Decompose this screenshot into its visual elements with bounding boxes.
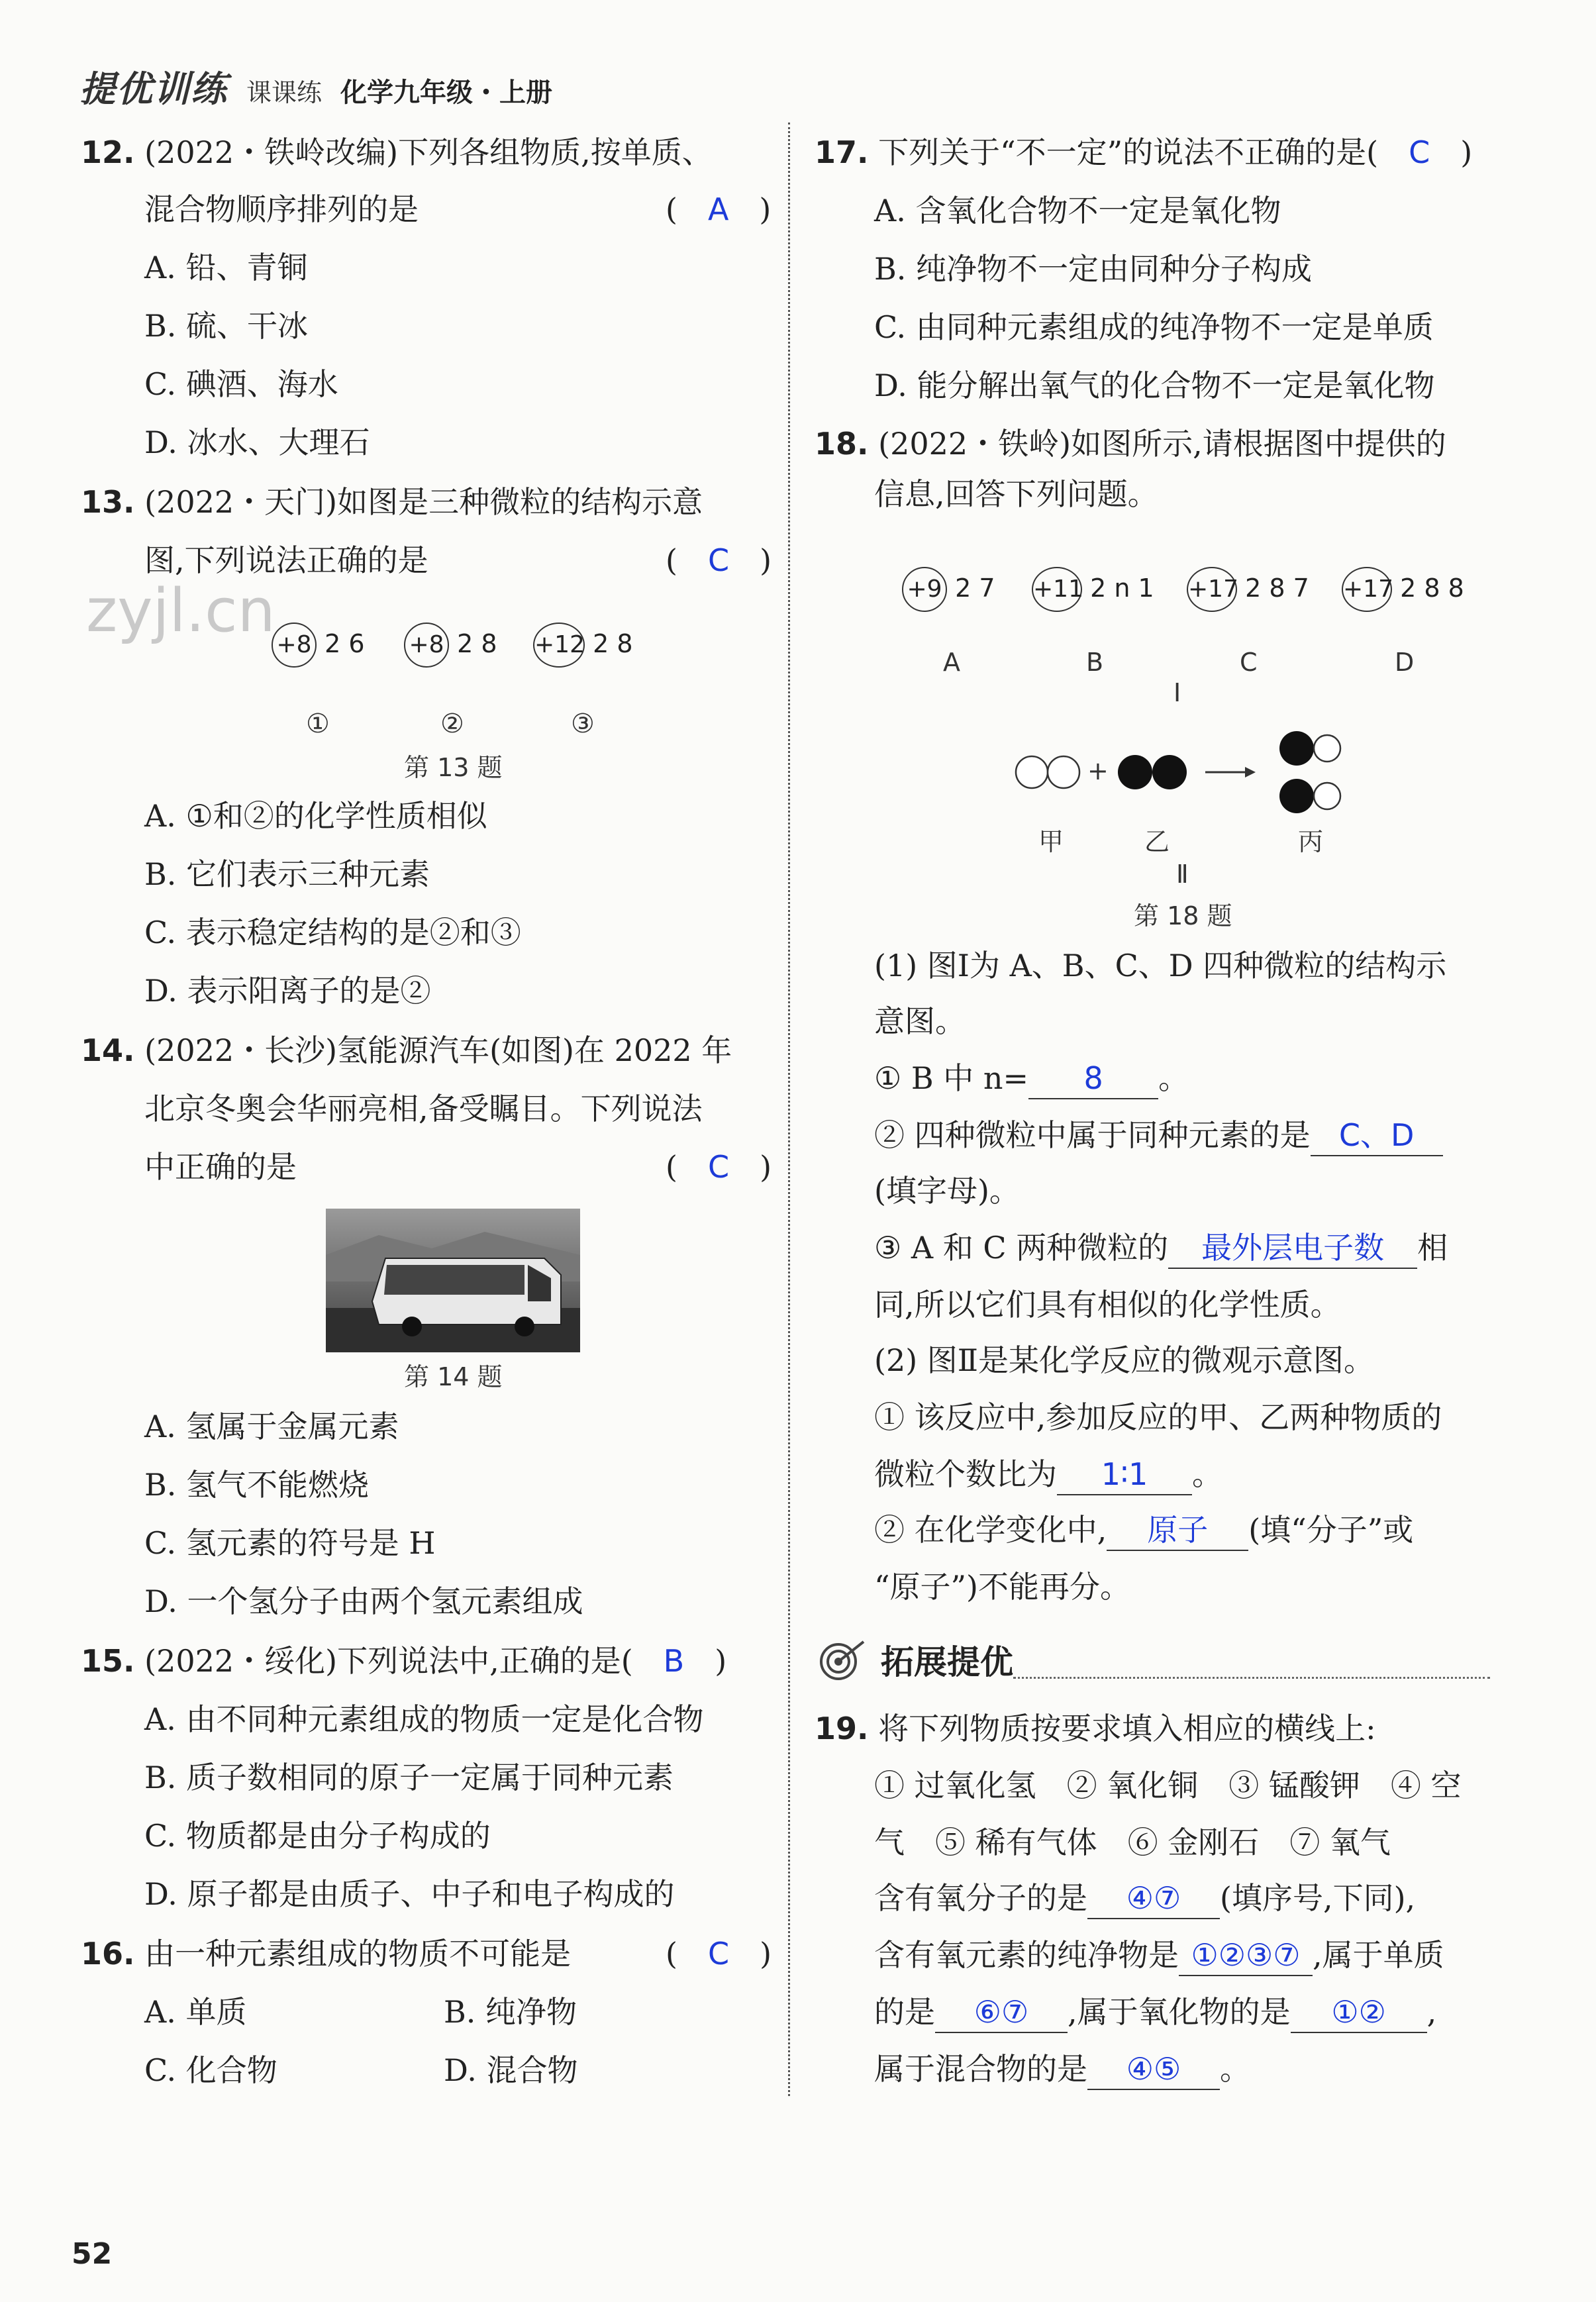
q13-option-c: C. 表示稳定结构的是②和③: [144, 915, 521, 950]
page-number: 52: [72, 2237, 113, 2271]
q15-option-b: B. 质子数相同的原子一定属于同种元素: [144, 1760, 674, 1795]
q18-sub2-text: ② 四种微粒中属于同种元素的是: [874, 1117, 1311, 1153]
q18-answer-ratio: 1∶1: [1057, 1454, 1192, 1495]
q19-answer-pure-with-oxygen: ①②③⑦: [1179, 1935, 1313, 1976]
q12-number: 12.: [81, 134, 135, 170]
watermark: zyjl.cn: [86, 576, 275, 646]
q18-sub1: [874, 1058, 1189, 1099]
q18-caption: 第 18 题: [1134, 901, 1232, 930]
q18-atom-a: [902, 567, 995, 612]
q14-line3: 中正确的是: [144, 1149, 297, 1185]
q18-sub5-text: ② 在化学变化中,: [874, 1512, 1107, 1548]
section-title: 拓展提优: [881, 1643, 1013, 1681]
q13-line1: [81, 482, 703, 522]
q17-number: 17.: [815, 134, 869, 170]
q19-blank-d-line: [874, 2049, 1250, 2090]
q19-answer-element-substance: ⑥⑦: [935, 1992, 1068, 2033]
q13-atom-2: [404, 623, 497, 668]
q18-mol-label-jia: 甲: [1038, 827, 1064, 856]
q13-atom-1: [272, 623, 365, 668]
q12-answer: A: [707, 191, 729, 227]
q14-line1: [81, 1030, 732, 1070]
q18-answer-atom: 原子: [1107, 1510, 1248, 1551]
column-divider: [788, 123, 790, 2096]
q12-option-a: A. 铅、青铜: [144, 250, 308, 285]
q18-text1: (2022・铁岭)如图所示,请根据图中提供的: [878, 426, 1446, 462]
q12-answer-paren: ( A ): [666, 191, 772, 227]
q14-line2: 北京冬奥会华丽亮相,备受瞩目。下列说法: [144, 1091, 703, 1126]
q19-b-end: ,属于单质: [1313, 1937, 1444, 1973]
q17-option-a: A. 含氧化合物不一定是氧化物: [874, 193, 1281, 228]
q18-sub1-end: 。: [1158, 1060, 1189, 1096]
q19-line1: [815, 1709, 1376, 1748]
q19-d-text: 属于混合物的是: [874, 2051, 1087, 2087]
q19-answer-mixture: ④⑤: [1087, 2049, 1220, 2090]
q12-option-c: C. 碘酒、海水: [144, 366, 338, 402]
q12-text1: (2022・铁岭改编)下列各组物质,按单质、: [144, 134, 713, 170]
electron-shells: 2 n 1: [1090, 574, 1154, 603]
electron-shells: 2 8 8: [1400, 574, 1464, 603]
nucleus: +11: [1032, 567, 1082, 612]
q18-sub3-end: 相: [1417, 1230, 1448, 1266]
q18-sub5: [874, 1510, 1413, 1551]
section-header: [815, 1636, 1013, 1683]
nucleus: +12: [533, 623, 585, 668]
nucleus: +9: [902, 567, 947, 612]
q18-atom-label-b: B: [1086, 648, 1104, 677]
q18-sub1-text: ① B 中 n=: [874, 1060, 1029, 1096]
q18-atom-c: [1187, 567, 1309, 612]
q18-plus-sign: +: [1087, 756, 1109, 785]
q19-line2: ① 过氧化氢 ② 氧化铜 ③ 锰酸钾 ④ 空: [874, 1768, 1462, 1803]
q18-answer-same-element: C、D: [1311, 1115, 1443, 1156]
q18-fig1-label: Ⅰ: [1173, 678, 1181, 707]
electron-shells: 2 6: [324, 629, 365, 658]
q14-option-c: C. 氢元素的符号是 H: [144, 1525, 436, 1561]
q18-line1: [815, 424, 1446, 464]
q18-number: 18.: [815, 426, 869, 462]
q18-sub2-end: (填字母)。: [874, 1173, 1020, 1209]
q19-blank-a-line: [874, 1878, 1415, 1919]
electron-shells: 2 8 7: [1245, 574, 1309, 603]
q18-line2: 信息,回答下列问题。: [874, 476, 1158, 512]
target-icon: [815, 1636, 869, 1683]
electron-shells: 2 8: [457, 629, 497, 658]
q18-reaction-diagram: [1013, 722, 1358, 828]
q15-option-c: C. 物质都是由分子构成的: [144, 1818, 491, 1854]
q13-number: 13.: [81, 484, 135, 520]
q19-c-text: 的是: [874, 1994, 935, 2030]
q18-sub4-line1: ① 该反应中,参加反应的甲、乙两种物质的: [874, 1399, 1442, 1435]
q12-option-d: D. 冰水、大理石: [144, 425, 370, 460]
q16-number: 16.: [81, 1936, 135, 1972]
q18-sub4: [874, 1454, 1222, 1495]
q18-sub3-line2: 同,所以它们具有相似的化学性质。: [874, 1287, 1341, 1323]
q19-a-end: (填序号,下同),: [1220, 1880, 1416, 1916]
q18-sub5-end: (填“分子”或: [1248, 1512, 1414, 1548]
q19-b-text: 含有氧元素的纯净物是: [874, 1937, 1179, 1973]
q13-answer-paren: ( C ): [666, 542, 772, 578]
q16-option-b: B. 纯净物: [444, 1994, 577, 2030]
hydrogen-bus-photo: [326, 1209, 580, 1352]
q14-option-a: A. 氢属于金属元素: [144, 1409, 399, 1444]
book-title: 化学九年级・上册: [340, 77, 553, 108]
q18-p1b: 意图。: [874, 1003, 966, 1039]
q16-answer-paren: ( C ): [666, 1936, 772, 1972]
q18-answer-n: 8: [1028, 1058, 1158, 1099]
q18-sub4-end: 。: [1192, 1456, 1222, 1492]
q19-text1: 将下列物质按要求填入相应的横线上:: [878, 1711, 1376, 1746]
nucleus: +17: [1342, 567, 1392, 612]
q19-number: 19.: [815, 1711, 869, 1746]
q13-text1: (2022・天门)如图是三种微粒的结构示意: [144, 484, 703, 520]
q18-sub3: [874, 1228, 1448, 1269]
q16-option-c: C. 化合物: [144, 2052, 277, 2088]
q18-atom-label-c: C: [1240, 648, 1258, 677]
q12-option-b: B. 硫、干冰: [144, 308, 309, 344]
q13-option-d: D. 表示阳离子的是②: [144, 973, 431, 1009]
q15-number: 15.: [81, 1643, 135, 1679]
q19-blank-b-line: [874, 1935, 1444, 1976]
q18-atom-d: [1342, 567, 1464, 612]
q15-option-a: A. 由不同种元素组成的物质一定是化合物: [144, 1701, 704, 1737]
q14-answer: C: [707, 1149, 730, 1185]
nucleus: +8: [404, 623, 449, 668]
q19-c-mid: ,属于氧化物的是: [1068, 1994, 1291, 2030]
q17-line1: 17. 下列关于“不一定”的说法不正确的是( C ): [815, 134, 1473, 170]
page-header: [79, 61, 552, 114]
q14-text1: (2022・长沙)氢能源汽车(如图)在 2022 年: [144, 1032, 732, 1068]
q16-option-d: D. 混合物: [444, 2052, 578, 2088]
q18-atom-label-d: D: [1395, 648, 1415, 677]
brand-logo: 提优训练: [79, 68, 228, 110]
q16-text1: 由一种元素组成的物质不可能是: [144, 1936, 572, 1972]
mol-yi-atom: [1152, 755, 1187, 789]
q12-line2: 混合物顺序排列的是: [144, 191, 419, 227]
q19-a-text: 含有氧分子的是: [874, 1880, 1087, 1916]
q18-mol-label-bing: 丙: [1298, 827, 1324, 856]
q18-sub3-text: ③ A 和 C 两种微粒的: [874, 1230, 1169, 1266]
q16-option-a: A. 单质: [144, 1994, 247, 2030]
q18-atom-b: [1032, 567, 1154, 612]
q13-option-a: A. ①和②的化学性质相似: [144, 798, 487, 834]
q18-sub5-line2: “原子”)不能再分。: [874, 1569, 1130, 1605]
nucleus: +8: [272, 623, 317, 668]
q13-option-b: B. 它们表示三种元素: [144, 856, 430, 892]
q13-atom-label-1: ①: [306, 709, 330, 739]
q19-c-end: ,: [1426, 1994, 1437, 2030]
q19-d-end: 。: [1220, 2051, 1250, 2087]
q18-p2: (2) 图Ⅱ是某化学反应的微观示意图。: [874, 1342, 1375, 1378]
q15-line1: 15. (2022・绥化)下列说法中,正确的是( B ): [81, 1643, 727, 1679]
q19-answer-oxide: ①②: [1291, 1992, 1427, 2033]
q13-atom-label-2: ②: [440, 709, 464, 739]
q18-sub2: [874, 1115, 1443, 1156]
q15-answer: B: [663, 1643, 685, 1679]
q13-answer: C: [707, 542, 730, 578]
mol-jia-atom: [1048, 756, 1079, 788]
q14-caption: 第 14 题: [404, 1362, 503, 1391]
q18-sub4-text: 微粒个数比为: [874, 1456, 1057, 1492]
q14-number: 14.: [81, 1032, 135, 1068]
q17-option-b: B. 纯净物不一定由同种分子构成: [874, 251, 1313, 287]
q12-line1: [81, 132, 713, 172]
q14-answer-paren: ( C ): [666, 1149, 772, 1185]
q17-answer: C: [1409, 134, 1430, 170]
electron-shells: 2 7: [955, 574, 995, 603]
mol-yi-atom: [1118, 755, 1152, 789]
header-sub: 课课练: [246, 78, 323, 107]
q18-fig2-label: Ⅱ: [1176, 860, 1189, 889]
section-dotted-rule: [1013, 1677, 1490, 1679]
q19-line3: 气 ⑤ 稀有气体 ⑥ 金刚石 ⑦ 氧气: [874, 1825, 1391, 1860]
q16-answer: C: [707, 1936, 730, 1972]
q18-p1a: (1) 图Ⅰ为 A、B、C、D 四种微粒的结构示: [874, 948, 1447, 983]
mol-jia-atom: [1016, 756, 1048, 788]
q15-text1: (2022・绥化)下列说法中,正确的是: [144, 1643, 621, 1679]
q13-caption: 第 13 题: [404, 753, 503, 782]
q16-line1: [81, 1934, 571, 1974]
q18-answer-outer-electrons: 最外层电子数: [1168, 1228, 1417, 1269]
q19-blank-c-line: [874, 1992, 1436, 2033]
q14-option-d: D. 一个氢分子由两个氢元素组成: [144, 1583, 583, 1619]
q15-option-d: D. 原子都是由质子、中子和电子构成的: [144, 1876, 675, 1912]
electron-shells: 2 8: [593, 629, 633, 658]
q18-atom-label-a: A: [943, 648, 960, 677]
nucleus: +17: [1187, 567, 1237, 612]
q18-mol-label-yi: 乙: [1144, 827, 1170, 856]
q14-option-b: B. 氢气不能燃烧: [144, 1467, 370, 1503]
reaction-arrowhead: [1245, 767, 1256, 777]
q17-text1: 下列关于“不一定”的说法不正确的是: [878, 134, 1367, 170]
q19-answer-oxygen-molecule: ④⑦: [1087, 1878, 1220, 1919]
q13-line2: 图,下列说法正确的是: [144, 542, 428, 578]
q13-atom-label-3: ③: [571, 709, 595, 739]
q13-atom-3: [533, 623, 633, 668]
q17-option-d: D. 能分解出氧气的化合物不一定是氧化物: [874, 368, 1435, 403]
q17-option-c: C. 由同种元素组成的纯净物不一定是单质: [874, 309, 1434, 345]
